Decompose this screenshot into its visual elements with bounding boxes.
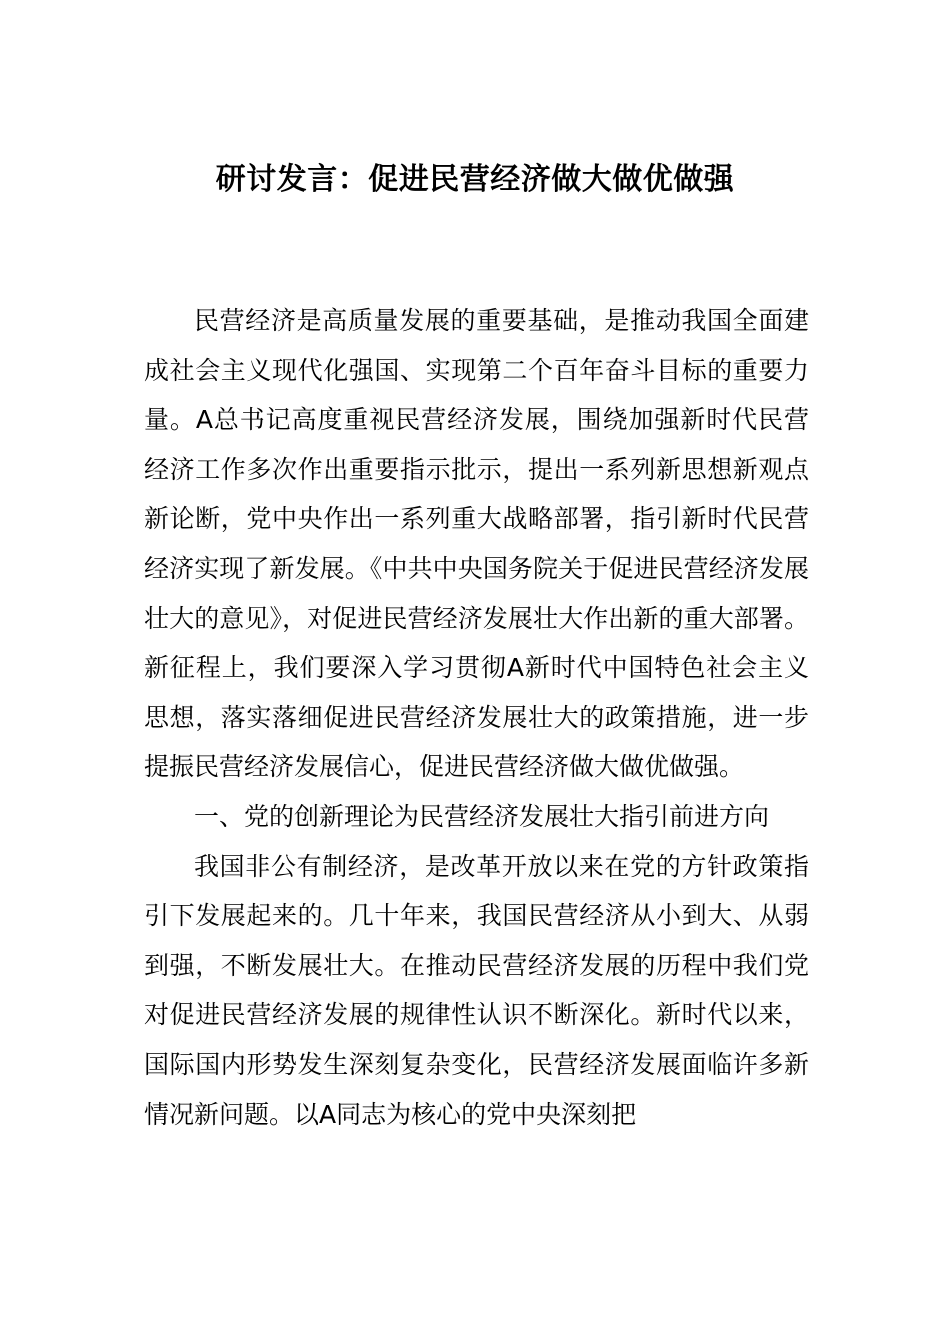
section-heading-1: 一、党的创新理论为民营经济发展壮大指引前进方向 <box>194 801 770 831</box>
document-title: 研讨发言：促进民营经济做大做优做强 <box>215 162 735 197</box>
paragraph-section-1: 我国非公有制经济，是改革开放以来在党的方针政策指引下发展起来的。几十年来，我国民营经济从小到大、从弱到强，不断发展壮大。在推动民营经济发展的历程中我们党对促进民营经济发展的规律性认识不断深化。新时代以来，国际国内形势发生深刻复杂变化，民营经济发展面临许多新情况新问题。以A同志为核心的党中央深刻把 <box>144 851 809 1129</box>
document-body <box>144 296 809 1139</box>
paragraph-intro: 民营经济是高质量发展的重要基础，是推动我国全面建成社会主义现代化强国、实现第二个百年奋斗目标的重要力量。A总书记高度重视民营经济发展，围绕加强新时代民营经济工作多次作出重要指示批示，提出一系列新思想新观点新论断，党中央作出一系列重大战略部署，指引新时代民营经济实现了新发展。《中共中央国务院关于促进民营经济发展壮大的意见》，对促进民营经济发展壮大作出新的重大部署。新征程上，我们要深入学习贯彻A新时代中国特色社会主义思想，落实落细促进民营经济发展壮大的政策措施，进一步提振民营经济发展信心，促进民营经济做大做优做强。 <box>144 306 809 782</box>
